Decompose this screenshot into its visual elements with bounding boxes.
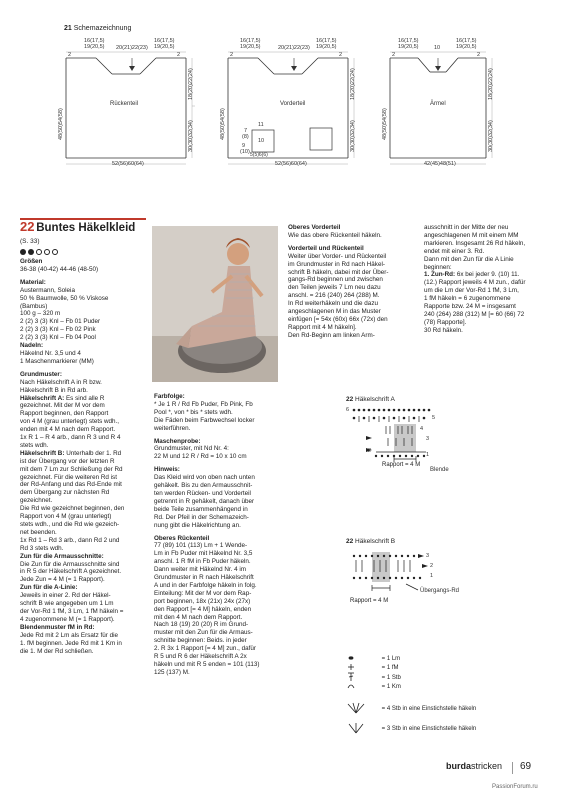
pocket-dim-8: (8) (242, 134, 249, 140)
chart-a-row-2: 2 (368, 448, 372, 454)
text-line: der Vor-Rd 1 fM, 3 Lm, 1 fM häkeln = (20, 607, 124, 615)
text-line: Pool *, von * bis * stets wdh. (154, 408, 233, 416)
legend-row-3stb (346, 722, 476, 734)
chart-a-row-5: 5 (432, 415, 436, 421)
text-line: Blendenmuster fM in Rd: (20, 623, 95, 631)
text-line: der Rd-Anfang und das Rd-Ende mit (20, 481, 122, 489)
brand-bold: burda (446, 761, 472, 771)
chart-a-number: 22 (346, 396, 354, 403)
chart-b-heading (346, 538, 395, 546)
text-line: Nadeln: (20, 342, 44, 350)
text-line: 2 (2) 3 (3) Knl – Fb 01 Puder (20, 318, 101, 326)
text-line: (78) Rapporte]. (424, 318, 467, 326)
text-line: Material: (20, 278, 46, 286)
text-column-2 (154, 393, 278, 677)
pocket-dim-7: 7 (244, 128, 248, 134)
text-line: port beginnen, 18x (21x) 24x (27x) (154, 597, 251, 605)
text-line: Vorderteil und Rückenteil (288, 244, 364, 252)
text-line: in R 5 der Häkelschrift A gezeichnet. (20, 568, 122, 576)
back-top-left-dim: 16(17,5) 19(20,5) (84, 38, 105, 50)
legend-row-4stb (346, 702, 476, 714)
sleeve-left-marker: 2 (392, 52, 396, 58)
text-line: Rapport von 4 M (grau unterlegt) (20, 513, 112, 521)
text-line: Oberes Vorderteil (288, 224, 341, 231)
difficulty-dot-empty (36, 249, 42, 255)
text-line: 1x Rd 1 – Rd 3 arb., dann Rd 2 und (20, 536, 120, 544)
text-line: Farbfolge: (154, 393, 185, 400)
text-line: 1. fM beginnen. Jede Rd mit 1 Km in (20, 639, 122, 647)
article-heading (20, 219, 136, 234)
text-line: 22 M und 12 R / Rd = 10 x 10 cm (154, 453, 247, 461)
text-line: schrift B häkeln, dabei mit der Über- (288, 268, 389, 276)
text-line: (12.) Rapport jeweils 4 M zun., dafür (424, 279, 526, 287)
diagram-front (220, 38, 360, 170)
text-line: gezeichnet. Für die weiteren Rd ist (20, 473, 117, 481)
chart-a-rapport-label: Rapport = 4 M (382, 462, 421, 468)
sleeve-left-height: 48(50)54(58) (382, 108, 388, 140)
text-line: einfügen [= 54x (60x) 66x (72x) den (288, 315, 388, 323)
text-line: Maschenprobe: (154, 437, 201, 445)
legend-label-3stb: = 3 Stb in eine Einstichstelle häkeln (381, 725, 477, 732)
text-line: Austermann, Soleia (20, 286, 75, 294)
heading-rule (20, 218, 146, 220)
single-crochet-icon (346, 663, 360, 671)
footer-brand (446, 763, 502, 771)
brand-rest: stricken (471, 761, 503, 771)
chart-b-title: Häkelschrift B (355, 538, 396, 545)
text-line: In Rd weiterhäkeln und die dazu (288, 300, 378, 308)
text-line: Die Rd wie gezeichnet beginnen, den (20, 505, 125, 513)
sleeve-bottom-width: 42(45)48(51) (424, 161, 456, 167)
page-number: 69 (520, 761, 532, 772)
text-line: Größen (20, 258, 43, 265)
text-line: gangs-Rd beginnen und zwischen (288, 276, 383, 284)
text-line: Dann weiter mit Häkelnd Nr. 4 im (154, 566, 247, 574)
text-line: ausschnitt in der Mitte der neu (424, 224, 509, 231)
schematic-title: Schemazeichnung (73, 25, 132, 32)
back-top-right-dim: 16(17,5) 19(20,5) (154, 38, 175, 50)
text-line: R 5 und R 6 der Häkelschrift A 2x (154, 653, 247, 661)
text-line: beginnen: (424, 263, 452, 271)
chart-a-row-3: 3 (426, 436, 430, 442)
legend-label-fm: = 1 fM (381, 664, 399, 671)
text-line: gezeichnet. Mit der M vor dem (20, 402, 105, 410)
legend-label-4stb: = 4 Stb in eine Einstichstelle häkeln (381, 705, 477, 712)
pocket-dim-11: 11 (258, 122, 264, 128)
text-line: Jede Zun = 4 M (= 1 Rapport). (20, 576, 105, 584)
text-line: Einteilung: Mit der M vor dem Rap- (154, 589, 252, 597)
schematic-number: 21 (64, 25, 72, 32)
text-line: getrennt in R gehäkelt, danach über (154, 497, 255, 505)
text-line: 2 (2) 3 (3) Knl – Fb 04 Pool (20, 334, 96, 342)
text-line: ten werden Rücken- und Vorderteil (154, 489, 251, 497)
text-line: Oberes Rückenteil (154, 534, 210, 542)
text-line: angeschlagenen M mit einem MM (424, 231, 519, 239)
text-line: Häkelschrift B: Unterhalb der 1. Rd (20, 449, 122, 457)
chart-b-transition-label: Übergangs-Rd (420, 588, 460, 594)
chart-b-number: 22 (346, 538, 354, 545)
front-left-height: 48(50)54(58) (220, 108, 226, 140)
front-top-right-dim: 16(17,5) 19(20,5) (316, 38, 337, 50)
chart-b-grid (346, 548, 466, 604)
pocket-dim-9: 9 (242, 143, 246, 149)
text-line: häkeln und mit R 5 enden = 101 (113) (154, 661, 260, 668)
text-line: stets wdh., und die Rd wie gezeich- (20, 521, 120, 528)
chart-a-title: Häkelschrift A (355, 396, 395, 403)
text-line: muster mit den Zun für die Armaus- (154, 629, 253, 637)
text-line: anschl. 1 R fM in Fb Puder häkeln. (154, 558, 251, 566)
back-bottom-width: 52(56)60(64) (112, 161, 144, 167)
model-photo (152, 226, 278, 382)
text-line: Häkelnd Nr. 3,5 und 4 (20, 349, 81, 357)
text-line: 1x R 1 – R 4 arb., dann R 3 und R 4 (20, 434, 121, 442)
back-right-marker: 2 (177, 52, 181, 58)
text-line: Rapport beginnen, den Rapport (20, 410, 109, 418)
text-line: Die Fäden beim Farbwechsel locker (154, 416, 255, 424)
sleeve-right-height-upper: 18(20)22(24) (488, 68, 494, 100)
text-line: Grundmuster in R nach Häkelschrift (154, 574, 254, 582)
text-line: stets wdh. (20, 441, 49, 449)
difficulty-dot-filled (28, 249, 34, 255)
text-line: Das Kleid wird von oben nach unten (154, 474, 255, 482)
text-line: endet mit einer 3. Rd. (424, 247, 485, 255)
difficulty-dot-empty (44, 249, 50, 255)
text-line: Jede Rd mit 2 Lm als Ersatz für die (20, 631, 118, 639)
text-line: anschl. = 216 (240) 264 (288) M. (288, 292, 380, 300)
difficulty-dot-filled (20, 249, 26, 255)
text-line: 240 (264) 288 (312) M [= 60 (66) 72 (424, 310, 525, 318)
legend-label-lm: = 1 Lm (381, 655, 401, 662)
chart-a-row-4: 4 (420, 426, 424, 432)
chart-b-row-1: 1 (430, 573, 434, 579)
text-line: A und in der Farbfolge häkeln in folg. (154, 581, 257, 589)
legend-label-stb: = 1 Stb (381, 674, 401, 681)
back-top-mid-dim: 20(21)22(23) (116, 45, 148, 51)
text-line: 100 g – 320 m (20, 310, 61, 318)
double-crochet-icon (346, 672, 360, 682)
front-top-left-dim: 16(17,5) 19(20,5) (240, 38, 261, 50)
text-line: angeschlagenen M in das Muster (288, 308, 381, 316)
text-line: Häkelschrift A: Es sind alle R (20, 394, 105, 402)
pocket-dim-10: 10 (258, 138, 265, 144)
legend-label-km: = 1 Km (381, 683, 401, 690)
footer-divider (512, 762, 513, 774)
sleeve-top-left-dim: 16(17,5) 19(20,5) (398, 38, 419, 50)
back-left-marker: 2 (68, 52, 72, 58)
article-title: Buntes Häkelkleid (36, 222, 136, 234)
chart-a-blende-label: Blende (430, 467, 449, 473)
text-line: 77 (89) 101 (113) Lm + 1 Wende- (154, 542, 248, 550)
back-left-height: 48(50)54(58) (58, 108, 64, 140)
chart-b-rapport-label: Rapport = 4 M (350, 598, 389, 604)
text-line: 2. R 3x 1 Rapport [= 4 M] zun., dafür (154, 645, 257, 653)
text-line: Nach Häkelschrift A in R bzw. (20, 378, 102, 386)
text-line: 1 Maschenmarkierer (MM) (20, 357, 94, 365)
text-line: Dann mit den Zun für die A Linie (424, 255, 514, 263)
text-line: um die Lm der Vor-Rd 1 fM, 3 Lm, (424, 287, 519, 295)
legend-row-km (346, 682, 401, 691)
difficulty-rating (20, 249, 58, 255)
text-line: beide Teile zusammenhängend in (154, 505, 248, 513)
text-line: 2 (2) 3 (3) Knl – Fb 02 Pink (20, 326, 96, 334)
chart-a-row-1: 1 (426, 452, 430, 458)
text-line: 125 (137) M. (154, 668, 190, 676)
text-column-3 (288, 224, 406, 340)
text-line: im Grundmuster in Rd nach Häkel- (288, 260, 385, 268)
front-left-marker: 2 (230, 52, 234, 58)
text-line: gehäkelt. Bis zu den Armausschnit- (154, 482, 253, 490)
text-line: dem Übergang zur nächsten Rd (20, 489, 110, 497)
text-line: Häkelschrift B in Rd arb. (20, 386, 88, 394)
back-label: Rückenteil (110, 101, 139, 107)
text-line: 30 Rd häkeln. (424, 326, 463, 334)
text-column-4 (424, 224, 548, 335)
text-line: Rd. Der Pfeil in der Schemazeich- (154, 513, 249, 521)
sleeve-label: Ärmel (430, 101, 446, 107)
sleeve-top-right-dim: 16(17,5) 19(20,5) (456, 38, 477, 50)
pocket-bottom-dim: 5(5)6(6) (250, 152, 268, 158)
text-line: Rapporte bzw. 24 M = insgesamt (424, 303, 516, 311)
article-number: 22 (20, 219, 35, 234)
text-line: Jeweils in einer 2. Rd der Häkel- (20, 592, 111, 600)
sleeve-right-height-lower: 30(30)32(34) (488, 120, 494, 152)
front-right-marker: 2 (339, 52, 343, 58)
text-column-1 (20, 258, 148, 655)
diagram-sleeve (382, 38, 500, 170)
text-line: Rapport mit 4 M häkeln]. (288, 323, 357, 331)
text-line: 1 fM häkeln = 6 zugenommene (424, 295, 511, 303)
text-line: (Bambus) (20, 302, 48, 310)
text-line: net beenden. (20, 528, 57, 536)
text-line: von 4 M (grau unterlegt) stets wdh., (20, 418, 120, 426)
sleeve-right-marker: 2 (477, 52, 481, 58)
text-line: 4 zugenommene M (= 1 Rapport). (20, 615, 115, 623)
text-line: 1. Zun-Rd: 6x bei jeder 9. (10) 11. (424, 271, 520, 279)
watermark: PassionForum.ru (492, 784, 538, 790)
text-line: Lm in Fb Puder mit Häkelnd Nr. 3,5 (154, 550, 253, 558)
text-line: Zun für die A-Linie: (20, 584, 78, 592)
legend-row-lm (346, 654, 400, 663)
back-right-height-lower: 30(30)32(34) (188, 120, 194, 152)
text-line: den Rapport [= 4 M] häkeln, enden (154, 605, 252, 613)
text-line: die 1. M der Rd schließen. (20, 647, 94, 655)
text-line: mit dem 7 Lm zur Schließung der Rd (20, 465, 123, 473)
chart-a-row-6: 6 (346, 407, 350, 413)
text-line: Weiter über Vorder- und Rückenteil (288, 252, 387, 260)
chart-b (346, 548, 466, 604)
article-page-ref: (S. 33) (20, 238, 40, 245)
four-dc-shell-icon (346, 702, 366, 714)
front-bottom-width: 52(56)60(64) (275, 161, 307, 167)
front-right-height-upper: 18(20)22(24) (350, 68, 356, 100)
chart-a-heading (346, 396, 395, 404)
front-top-mid-dim: 20(21)22(23) (278, 45, 310, 51)
chart-b-row-2: 2 (430, 563, 434, 569)
text-line: * Je 1 R / Rd Fb Puder, Fb Pink, Fb (154, 400, 253, 408)
text-line: mit den 4 M nach dem Rapport. (154, 613, 243, 621)
legend-row-fm (346, 663, 399, 672)
text-line: Den Rd-Beginn am linken Arm- (288, 331, 375, 339)
text-line: 50 % Baumwolle, 50 % Viskose (20, 294, 109, 302)
text-line: Nach 18 (19) 20 (20) R im Grund- (154, 621, 249, 629)
chain-stitch-icon (346, 654, 360, 662)
text-line: Grundmuster: (20, 370, 62, 378)
text-line: schnitte beginnen: Beids. in jeder (154, 637, 247, 645)
schematic-heading (64, 25, 131, 33)
text-line: 36-38 (40-42) 44-46 (48-50) (20, 265, 99, 273)
front-label: Vorderteil (280, 101, 306, 107)
text-line: markieren. Insgesamt 26 Rd häkeln, (424, 239, 526, 247)
text-line: Die Zun für die Armausschnitte sind (20, 560, 120, 568)
front-right-height-lower: 30(30)32(34) (350, 120, 356, 152)
text-line: Wie das obere Rückenteil häkeln. (288, 231, 382, 239)
three-dc-shell-icon (346, 722, 366, 734)
diagram-back (58, 38, 198, 170)
slip-stitch-icon (346, 682, 360, 690)
sleeve-top-mid-dim: 10 (434, 45, 441, 51)
text-line: Zun für die Armausschnitte: (20, 552, 104, 560)
text-line: Rd 3 stets wdh. (20, 544, 64, 552)
text-line: Grundmuster, mit Nd Nr. 4: (154, 445, 229, 453)
difficulty-dot-empty (52, 249, 58, 255)
text-line: nung gibt die Häkelrichtung an. (154, 521, 241, 529)
symbol-legend (346, 654, 546, 764)
text-line: den Teilen jeweils 7 Lm neu dazu (288, 284, 381, 292)
text-line: gezeichnet. (20, 497, 53, 505)
back-right-height-upper: 18(20)22(24) (188, 68, 194, 100)
model-photo-illustration (152, 226, 278, 382)
pocket-dim-10b: (10) (240, 149, 250, 155)
text-line: schrift B wie angegeben um 1 Lm (20, 600, 114, 608)
text-line: ist der Übergang vor der letzten R (20, 457, 115, 465)
legend-row-stb (346, 672, 401, 682)
text-line: Hinweis: (154, 466, 180, 474)
chart-b-row-3: 3 (426, 553, 430, 559)
text-line: enden mit 4 M nach dem Rapport. (20, 426, 116, 434)
text-line: weiterführen. (154, 424, 191, 432)
